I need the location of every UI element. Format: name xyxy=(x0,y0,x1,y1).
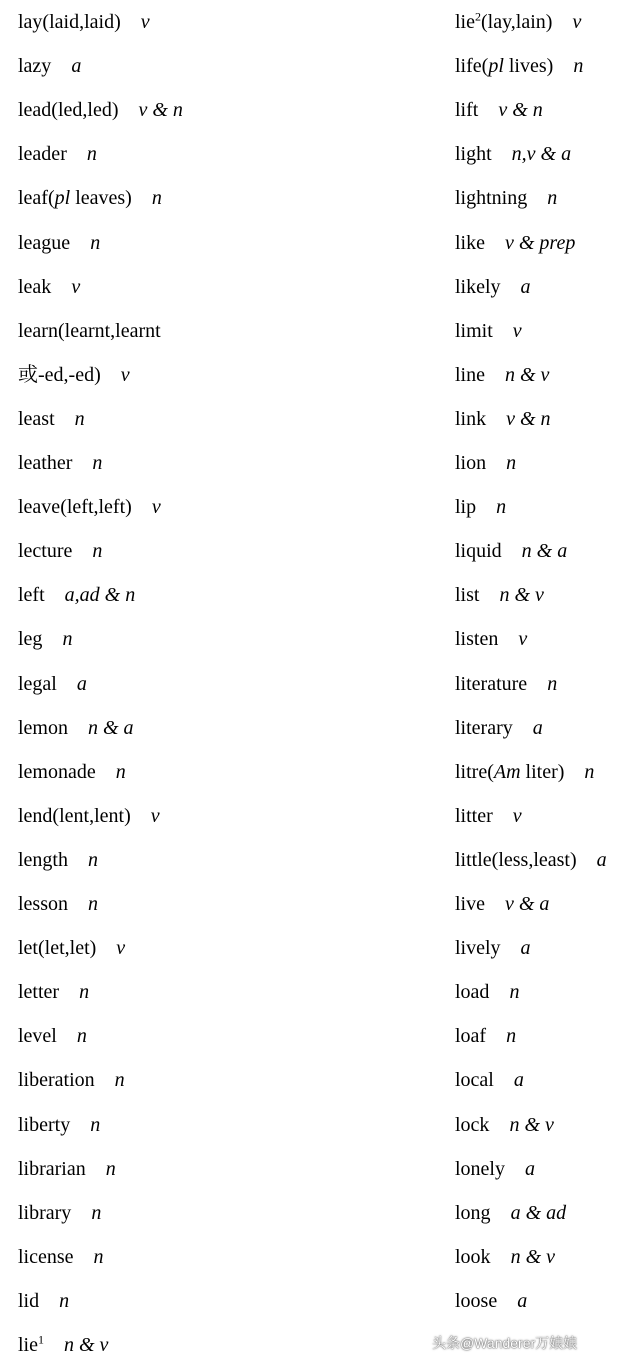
vocab-word: lend(lent,lent) xyxy=(18,804,131,827)
vocab-entry xyxy=(18,1024,87,1048)
vocab-entry xyxy=(455,495,506,519)
vocab-entry xyxy=(455,407,551,431)
vocab-entry xyxy=(455,848,607,872)
vocab-word: list xyxy=(455,584,480,607)
vocab-entry xyxy=(18,1289,69,1313)
vocab-word: lemonade xyxy=(18,760,96,783)
vocab-word-italic: Am xyxy=(493,760,521,783)
part-of-speech: n xyxy=(547,672,558,695)
vocab-entry xyxy=(18,892,98,916)
vocab-word-superscript: 1 xyxy=(38,1332,44,1347)
vocab-word: liberty xyxy=(18,1113,71,1136)
vocab-entry xyxy=(455,1289,527,1313)
part-of-speech: v xyxy=(120,363,130,386)
vocab-word: lip xyxy=(455,496,477,519)
vocab-entry xyxy=(18,186,162,210)
vocab-entry xyxy=(18,1245,104,1269)
vocab-word: leave(left,left) xyxy=(18,496,132,519)
vocab-word: lemon xyxy=(18,716,68,739)
vocab-word: lead(led,led) xyxy=(18,99,119,122)
vocab-entry xyxy=(455,275,531,299)
vocab-word: line xyxy=(455,363,485,386)
vocab-word xyxy=(18,1334,44,1356)
vocab-word: literary xyxy=(455,716,513,739)
vocab-word-part: (lay,lain) xyxy=(481,11,553,33)
vocab-entry xyxy=(18,1333,108,1357)
part-of-speech: v & n xyxy=(498,99,543,122)
vocab-entry xyxy=(18,54,81,78)
part-of-speech: a xyxy=(532,716,543,739)
vocab-entry xyxy=(18,319,161,343)
vocab-entry xyxy=(455,892,549,916)
vocab-entry xyxy=(455,363,549,387)
vocab-word: lion xyxy=(455,452,487,474)
vocab-word: learn(learnt,learnt xyxy=(18,319,161,342)
vocab-entry xyxy=(455,142,571,166)
vocab-word: lazy xyxy=(18,55,52,78)
vocab-entry xyxy=(455,627,527,651)
part-of-speech: n xyxy=(506,452,517,474)
part-of-speech: n xyxy=(105,1157,116,1180)
vocab-entry xyxy=(455,1024,516,1048)
vocab-word: like xyxy=(455,231,485,254)
vocab-entry xyxy=(18,627,72,651)
vocab-entry xyxy=(455,583,544,607)
part-of-speech: n & v xyxy=(509,1113,554,1136)
vocab-word: leather xyxy=(18,452,73,474)
vocab-word: lift xyxy=(455,99,479,122)
part-of-speech: v xyxy=(150,804,160,827)
vocab-word: litter xyxy=(455,804,493,827)
vocab-word: limit xyxy=(455,319,493,342)
vocab-word: little(less,least) xyxy=(455,848,577,871)
vocab-entry xyxy=(18,848,98,872)
vocab-entry xyxy=(455,716,543,740)
vocab-entry xyxy=(18,451,102,475)
part-of-speech: n xyxy=(115,760,126,783)
vocab-entry xyxy=(18,363,130,387)
vocab-word: live xyxy=(455,893,485,915)
vocab-entry xyxy=(18,142,97,166)
vocab-word: leader xyxy=(18,143,67,166)
vocab-word xyxy=(455,11,552,33)
vocab-entry xyxy=(455,54,583,78)
vocab-entry xyxy=(455,672,557,696)
vocab-word: liberation xyxy=(18,1069,95,1092)
part-of-speech: n xyxy=(547,187,558,210)
part-of-speech: n & v xyxy=(510,1245,555,1268)
part-of-speech: a xyxy=(525,1157,535,1180)
vocab-word: lonely xyxy=(455,1157,505,1180)
vocab-word: local xyxy=(455,1069,494,1092)
part-of-speech: n xyxy=(90,1113,101,1136)
part-of-speech: a xyxy=(71,55,82,78)
vocab-word: let(let,let) xyxy=(18,937,97,960)
vocab-entry xyxy=(18,672,87,696)
vocab-word-part: leaves) xyxy=(70,187,132,210)
part-of-speech: v xyxy=(572,11,582,33)
vocab-word: least xyxy=(18,407,55,430)
vocab-word: length xyxy=(18,848,68,871)
vocab-entry xyxy=(455,10,581,34)
vocab-entry xyxy=(455,231,575,255)
vocab-word: license xyxy=(18,1245,74,1268)
vocab-word: letter xyxy=(18,981,60,1004)
vocab-entry xyxy=(455,980,519,1004)
part-of-speech: v xyxy=(151,496,161,519)
vocab-word: likely xyxy=(455,275,501,298)
vocab-word: link xyxy=(455,407,487,430)
vocab-word xyxy=(455,55,553,77)
part-of-speech: n xyxy=(91,1201,102,1224)
vocab-entry xyxy=(18,1113,100,1137)
vocab-entry xyxy=(18,495,161,519)
vocab-word: lively xyxy=(455,937,501,960)
vocab-entry xyxy=(18,980,89,1004)
vocab-word: lock xyxy=(455,1113,490,1136)
part-of-speech: a,ad & n xyxy=(64,584,136,607)
vocab-word-part: lie xyxy=(18,1334,38,1356)
vocab-entry xyxy=(455,1157,535,1181)
part-of-speech: n xyxy=(114,1069,125,1092)
part-of-speech: v xyxy=(512,319,522,342)
vocab-word: lesson xyxy=(18,893,68,915)
vocab-word xyxy=(18,187,132,209)
part-of-speech: a xyxy=(517,1289,528,1312)
vocab-entry xyxy=(455,98,543,122)
vocab-word-part: litre( xyxy=(455,760,494,783)
vocab-word: leak xyxy=(18,275,52,298)
part-of-speech: n xyxy=(573,55,584,78)
part-of-speech: v & n xyxy=(138,99,183,122)
vocab-word: load xyxy=(455,981,490,1004)
vocab-word xyxy=(455,761,564,783)
vocab-word: light xyxy=(455,143,492,166)
part-of-speech: a & ad xyxy=(510,1201,567,1224)
vocab-entry xyxy=(455,1201,566,1225)
vocab-entry xyxy=(18,407,85,431)
vocab-entry xyxy=(18,539,102,563)
vocab-word: listen xyxy=(455,628,499,651)
vocab-word: library xyxy=(18,1201,72,1224)
part-of-speech: n xyxy=(93,1245,104,1268)
vocab-entry xyxy=(455,760,594,784)
vocab-word: look xyxy=(455,1245,491,1268)
vocab-word: level xyxy=(18,1025,57,1048)
vocab-entry xyxy=(455,1245,555,1269)
part-of-speech: n & v xyxy=(64,1334,109,1356)
part-of-speech: n xyxy=(151,187,162,210)
vocab-entry xyxy=(18,10,150,34)
vocab-entry xyxy=(18,231,100,255)
vocab-word-part: leaf( xyxy=(18,187,55,210)
part-of-speech: a xyxy=(513,1069,524,1092)
vocab-word-superscript: 2 xyxy=(475,9,481,24)
part-of-speech: a xyxy=(520,937,531,960)
vocab-entry xyxy=(455,1113,554,1137)
vocab-word-italic: pl xyxy=(54,187,71,210)
vocab-word: 或-ed,-ed) xyxy=(18,363,101,386)
vocab-entry xyxy=(455,539,567,563)
part-of-speech: n xyxy=(88,893,98,915)
vocab-entry xyxy=(18,1201,101,1225)
part-of-speech: n xyxy=(92,452,103,474)
part-of-speech: n xyxy=(496,496,507,519)
vocab-entry xyxy=(18,936,125,960)
vocab-word: loaf xyxy=(455,1025,487,1048)
vocab-entry xyxy=(18,760,126,784)
part-of-speech: n,v & a xyxy=(511,143,572,166)
vocab-word: left xyxy=(18,584,45,607)
part-of-speech: a xyxy=(596,848,607,871)
vocab-entry xyxy=(455,186,557,210)
vocab-entry xyxy=(18,804,160,828)
part-of-speech: v xyxy=(518,628,528,651)
part-of-speech: n xyxy=(79,981,90,1004)
vocab-word: lecture xyxy=(18,540,73,563)
part-of-speech: v & prep xyxy=(505,231,576,254)
part-of-speech: n xyxy=(76,1025,87,1048)
vocab-word: long xyxy=(455,1201,491,1224)
vocab-word-part: lives) xyxy=(503,55,554,78)
part-of-speech: v xyxy=(71,275,81,298)
vocab-word: legal xyxy=(18,672,57,695)
part-of-speech: n & v xyxy=(499,584,544,607)
vocab-word: lid xyxy=(18,1289,40,1312)
vocab-entry xyxy=(18,98,183,122)
vocab-word: loose xyxy=(455,1289,498,1312)
part-of-speech: n xyxy=(88,848,98,871)
part-of-speech: n xyxy=(506,1025,517,1048)
part-of-speech: n & a xyxy=(521,540,568,563)
vocab-word-italic: pl xyxy=(488,55,504,78)
vocab-word-part: lie xyxy=(455,11,475,33)
part-of-speech: n & v xyxy=(505,363,550,386)
vocab-word: lay(laid,laid) xyxy=(18,11,121,33)
vocab-word: literature xyxy=(455,672,528,695)
part-of-speech: v & a xyxy=(505,893,550,915)
vocab-entry xyxy=(455,319,522,343)
vocab-entry xyxy=(18,1157,116,1181)
watermark-text: 头条@Wanderer万娘娘 xyxy=(432,1335,578,1351)
vocab-entry xyxy=(18,716,134,740)
vocab-entry xyxy=(455,804,522,828)
part-of-speech: a xyxy=(76,672,87,695)
vocab-word-part: life( xyxy=(455,55,489,78)
vocab-word-part: liter) xyxy=(520,760,565,783)
part-of-speech: n xyxy=(74,407,85,430)
vocab-entry xyxy=(455,451,516,475)
vocab-entry xyxy=(18,583,135,607)
part-of-speech: n xyxy=(584,760,595,783)
part-of-speech: n xyxy=(59,1289,70,1312)
part-of-speech: v xyxy=(116,937,126,960)
vocab-word: liquid xyxy=(455,540,502,563)
part-of-speech: v xyxy=(512,804,522,827)
vocab-word: leg xyxy=(18,628,43,651)
vocab-entry xyxy=(455,936,531,960)
vocab-word: league xyxy=(18,231,71,254)
vocab-entry xyxy=(18,1068,125,1092)
part-of-speech: n xyxy=(86,143,97,166)
vocab-entry xyxy=(18,275,80,299)
vocab-entry xyxy=(455,1068,524,1092)
part-of-speech: n xyxy=(509,981,520,1004)
vocab-word: librarian xyxy=(18,1157,86,1180)
part-of-speech: a xyxy=(520,275,531,298)
part-of-speech: v xyxy=(140,11,150,33)
part-of-speech: n xyxy=(90,231,101,254)
part-of-speech: v & n xyxy=(506,407,551,430)
vocab-word: lightning xyxy=(455,187,528,210)
part-of-speech: n xyxy=(62,628,73,651)
part-of-speech: n xyxy=(92,540,103,563)
part-of-speech: n & a xyxy=(88,716,134,739)
